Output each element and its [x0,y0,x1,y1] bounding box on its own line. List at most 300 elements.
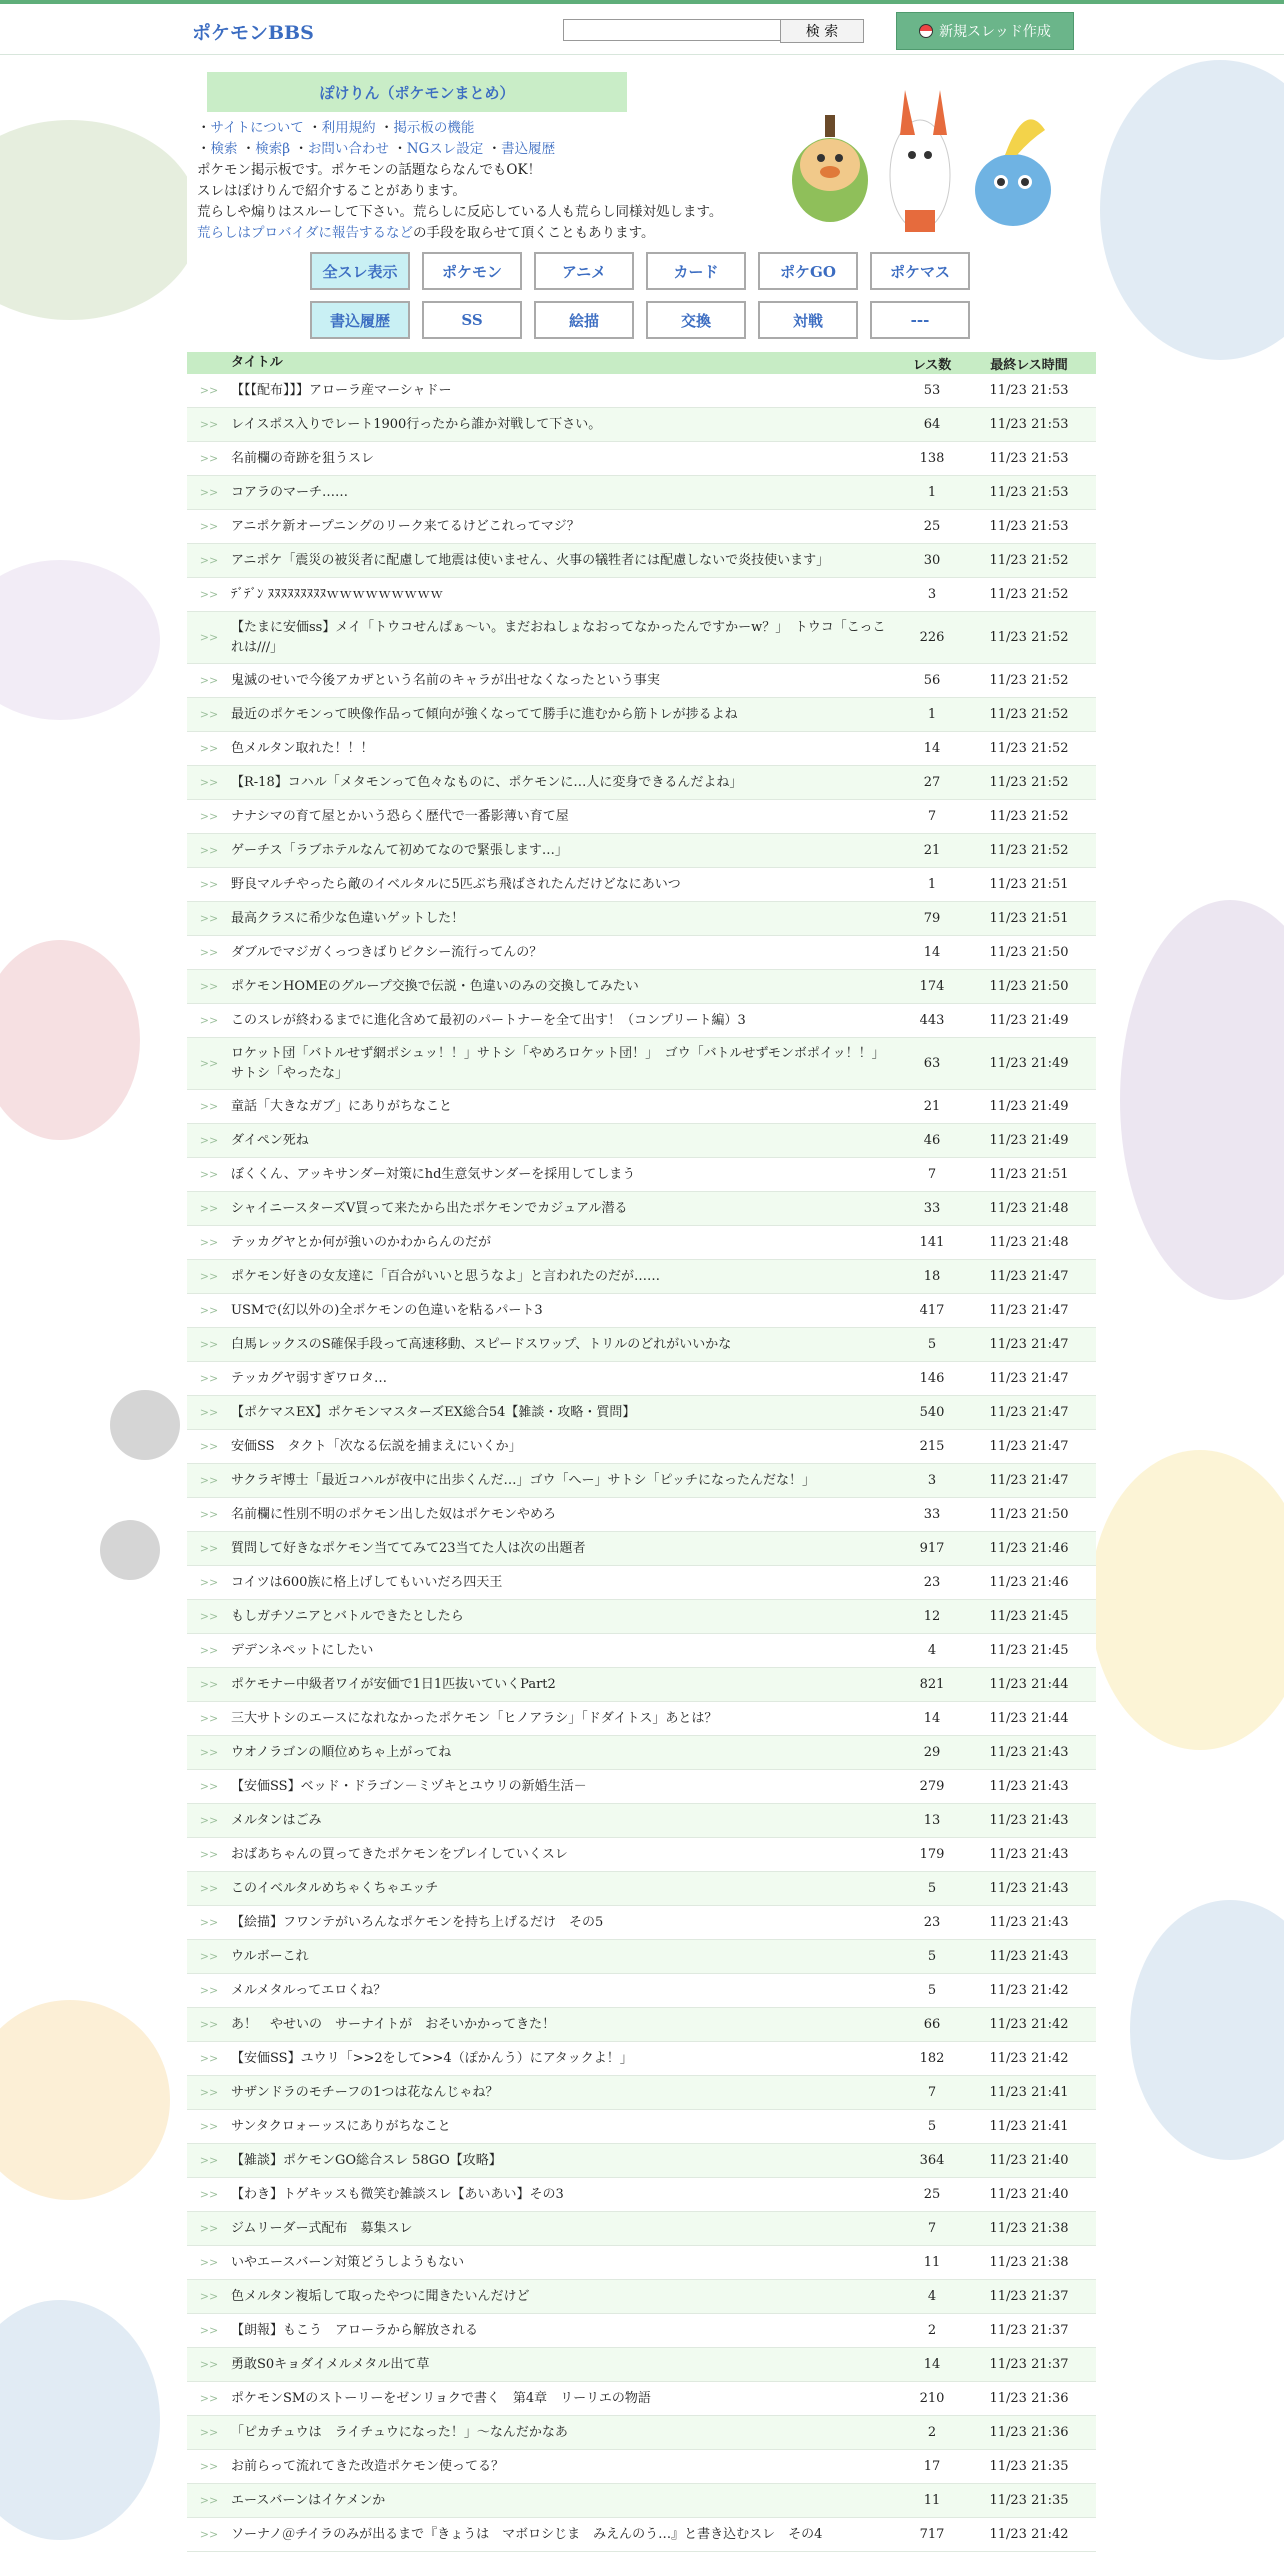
thread-title-link[interactable]: 「ピカチュウは ライチュウになった！」～なんだかなあ [231,2424,568,2440]
thread-title-link[interactable]: 鬼滅のせいで今後アカザという名前のキャラが出せなくなったという事実 [231,672,660,688]
last-reply-time: 11/23 21:48 [989,1235,1069,1250]
reply-count: 27 [923,775,941,790]
thread-title-link[interactable]: 【【【配布】】】アローラ産マーシャドー [231,382,452,398]
last-reply-time: 11/23 21:36 [989,2425,1069,2440]
table-row[interactable] [187,1566,1096,1600]
reply-count: 11 [923,2255,941,2270]
last-reply-time: 11/23 21:44 [989,1711,1069,1726]
row-mark: >> [199,631,219,644]
reply-count: 23 [923,1575,941,1590]
row-mark: >> [199,1134,219,1147]
table-row[interactable] [187,1736,1096,1770]
last-reply-time: 11/23 21:42 [989,2527,1069,2542]
last-reply-time: 11/23 21:52 [989,775,1069,790]
link-search[interactable]: 検索 [210,141,238,157]
nav-pokego[interactable]: ポケGO [758,252,858,290]
last-reply-time: 11/23 21:45 [989,1643,1069,1658]
last-reply-time: 11/23 21:41 [989,2119,1069,2134]
table-row[interactable] [187,2144,1096,2178]
table-row[interactable] [187,936,1096,970]
row-mark: >> [199,1270,219,1283]
thread-title-link[interactable]: 三大サトシのエースになれなかったポケモン「ヒノアラシ」「ドダイトス」あとは？ [231,1710,718,1726]
nav-pokemon[interactable]: ポケモン [422,252,522,290]
thread-title-link[interactable]: サクラギ博士「最近コハルが夜中に出歩くんだ…」ゴウ「へー」サトシ「ピッチになったんだな！」 [231,1472,815,1488]
link-ng-settings[interactable]: NGスレ設定 [406,141,484,157]
reply-count: 5 [927,1983,937,1998]
table-row[interactable] [187,1634,1096,1668]
reply-count: 11 [923,2493,941,2508]
links-line-1: ・サイトについて ・利用規約 ・掲示板の機能 [197,120,475,136]
reply-count: 4 [927,2289,937,2304]
nav-ss[interactable]: SS [422,301,522,339]
header-time: 最終レス時間 [990,357,1068,373]
table-row[interactable] [187,374,1096,408]
search-input[interactable] [563,19,783,41]
last-reply-time: 11/23 21:43 [989,1813,1069,1828]
thread-title-link[interactable]: いやエースバーン対策どうしようもない [231,2254,465,2270]
last-reply-time: 11/23 21:52 [989,843,1069,858]
row-mark: >> [199,1746,219,1759]
thread-title-link[interactable]: テッカグヤとか何が強いのかわからんのだが [231,1234,492,1250]
reply-count: 46 [923,1133,941,1148]
table-row[interactable] [187,1038,1096,1090]
table-row[interactable] [187,1668,1096,1702]
thread-title-link[interactable]: あ！ やせいの サーナイトが おそいかかってきた！ [231,2016,556,2032]
thread-title-link[interactable]: おばあちゃんの買ってきたポケモンをプレイしていくスレ [231,1846,568,1862]
thread-title-link[interactable]: 【ポケマスEX】ポケモンマスターズEX総合54【雑談・攻略・質問】 [231,1404,636,1420]
reply-count: 7 [927,2085,937,2100]
thread-title-link[interactable]: ポケモナー中級者ワイが安価で1日1匹抜いていくPart2 [231,1676,556,1692]
row-mark: >> [199,384,219,397]
reply-count: 182 [919,2051,945,2066]
row-mark: >> [199,2154,219,2167]
table-row[interactable] [187,2518,1096,2552]
last-reply-time: 11/23 21:52 [989,707,1069,722]
thread-title-link[interactable]: 色メルタン複垢して取ったやつに聞きたいんだけど [231,2288,530,2304]
last-reply-time: 11/23 21:49 [989,1013,1069,1028]
table-header [187,352,1096,374]
nav-card[interactable]: カード [646,252,746,290]
last-reply-time: 11/23 21:49 [989,1133,1069,1148]
last-reply-time: 11/23 21:51 [989,877,1069,892]
thread-title-link[interactable]: 名前欄に性別不明のポケモン出した奴はポケモンやめろ [231,1506,557,1522]
row-mark: >> [199,1712,219,1725]
row-mark: >> [199,1848,219,1861]
thread-title-link[interactable]: 【R-18】コハル「メタモンって色々なものに、ポケモンに…人に変身できるんだよね」 [231,774,743,790]
last-reply-time: 11/23 21:43 [989,1881,1069,1896]
reply-count: 179 [919,1847,945,1862]
table-row[interactable] [187,544,1096,578]
table-row[interactable] [187,1294,1096,1328]
reply-count: 12 [923,1609,941,1624]
row-mark: >> [199,1168,219,1181]
last-reply-time: 11/23 21:53 [989,383,1069,398]
table-row[interactable] [187,2178,1096,2212]
reply-count: 21 [923,843,941,858]
reply-count: 279 [919,1779,945,1794]
thread-title-link[interactable]: エースバーンはイケメンか [231,2492,386,2508]
thread-title-link[interactable]: ポケモンSMのストーリーをゼンリョクで書く 第4章 リーリエの物語 [231,2390,651,2406]
thread-title-link[interactable]: ロケット団「バトルせず網ポシュッ！！」サトシ「やめろロケット団！」 ゴウ「バトルせずモンボポイッ！！」サトシ「やったな」 [231,1045,885,1081]
row-mark: >> [199,946,219,959]
last-reply-time: 11/23 21:43 [989,1915,1069,1930]
link-search-beta[interactable]: 検索β [255,141,291,157]
thread-title-link[interactable]: 安価SS タクト「次なる伝説を捕まえにいくか」 [231,1438,522,1454]
last-reply-time: 11/23 21:47 [989,1269,1069,1284]
thread-title-link[interactable]: 白馬レックスのS確保手段って高速移動、スピードスワップ、トリルのどれがいいかな [231,1336,732,1352]
row-mark: >> [199,1406,219,1419]
table-row[interactable] [187,732,1096,766]
table-row[interactable] [187,1004,1096,1038]
last-reply-time: 11/23 21:53 [989,417,1069,432]
last-reply-time: 11/23 21:50 [989,979,1069,994]
table-row[interactable] [187,1600,1096,1634]
link-post-history[interactable]: 書込履歴 [501,141,556,157]
reply-count: 821 [919,1677,945,1692]
thread-title-link[interactable]: ダブルでマジガくっつきばりピクシー流行ってんの？ [231,944,543,960]
table-row[interactable] [187,1226,1096,1260]
nav-battle[interactable]: 対戦 [758,301,858,339]
thread-title-link[interactable]: サンタクロォーッスにありがちなこと [231,2118,451,2134]
table-row[interactable] [187,578,1096,612]
row-mark: >> [199,2222,219,2235]
table-row[interactable] [187,1804,1096,1838]
thread-title-link[interactable]: テッカグヤ弱すぎワロタ… [231,1370,388,1386]
reply-count: 146 [919,1371,945,1386]
reply-count: 14 [923,945,941,960]
row-mark: >> [199,810,219,823]
thread-title-link[interactable]: もしガチソニアとバトルできたとしたら [231,1608,464,1624]
link-contact[interactable]: お問い合わせ [307,141,389,157]
thread-list [187,374,1096,2552]
table-row[interactable] [187,1396,1096,1430]
last-reply-time: 11/23 21:40 [989,2187,1069,2202]
thread-title-link[interactable]: ぼくくん、アッキサンダー対策にhd生意気サンダーを採用してしまう [231,1166,636,1182]
table-row[interactable] [187,1464,1096,1498]
table-row[interactable] [187,2416,1096,2450]
table-row[interactable] [187,1872,1096,1906]
reply-count: 30 [923,553,941,568]
reply-count: 141 [919,1235,945,1250]
last-reply-time: 11/23 21:42 [989,2017,1069,2032]
thread-title-link[interactable]: シャイニースターズV買って来たから出たポケモンでカジュアル潜る [231,1200,628,1216]
table-row[interactable] [187,1770,1096,1804]
last-reply-time: 11/23 21:53 [989,485,1069,500]
table-row[interactable] [187,2348,1096,2382]
last-reply-time: 11/23 21:45 [989,1609,1069,1624]
link-report[interactable]: 荒らしはプロバイダに報告するなど [197,225,413,241]
row-mark: >> [199,2494,219,2507]
table-row[interactable] [187,2042,1096,2076]
reply-count: 364 [919,2153,945,2168]
reply-count: 18 [923,1269,941,1284]
header [0,4,1284,55]
thread-title-link[interactable]: アニポケ新オープニングのリーク来てるけどこれってマジ？ [231,518,580,534]
thread-title-link[interactable]: デデンネペットにしたい [231,1642,374,1658]
table-row[interactable] [187,664,1096,698]
main-container [187,60,1096,2568]
thread-title-link[interactable]: 【安価SS】ユウリ「>>2をして>>4（ぽかんう）にアタックよ！」 [231,2050,633,2066]
last-reply-time: 11/23 21:43 [989,1847,1069,1862]
nav-all-threads[interactable]: 全スレ表示 [310,252,410,290]
reply-count: 7 [927,809,937,824]
row-mark: >> [199,1610,219,1623]
row-mark: >> [199,674,219,687]
row-mark: >> [199,1814,219,1827]
reply-count: 226 [919,630,945,645]
row-mark: >> [199,2086,219,2099]
reply-count: 79 [923,911,941,926]
reply-count: 53 [923,383,941,398]
row-mark: >> [199,980,219,993]
reply-count: 4 [927,1643,937,1658]
description-4: 荒らしはプロバイダに報告するなどの手段を取らせて頂くこともあります。 [197,225,655,241]
row-mark: >> [199,2120,219,2133]
table-row[interactable] [187,2484,1096,2518]
last-reply-time: 11/23 21:49 [989,1056,1069,1071]
table-row[interactable] [187,834,1096,868]
table-row[interactable] [187,2382,1096,2416]
reply-count: 138 [919,451,945,466]
thread-title-link[interactable]: レイスポス入りでレート1900行ったから誰か対戦して下さい。 [231,416,602,432]
thread-title-link[interactable]: 野良マルチやったら敵のイベルタルに5匹ぶち飛ばされたんだけどなにあいつ [231,876,681,892]
table-row[interactable] [187,2280,1096,2314]
last-reply-time: 11/23 21:35 [989,2493,1069,2508]
thread-title-link[interactable]: 【たまに安価ss】メイ「トウコせんぱぁ～い。まだおねしょなおってなかったんですかーw？」 トウコ「こっこれは///」 [231,619,886,655]
row-mark: >> [199,554,219,567]
reply-count: 717 [919,2527,945,2542]
reply-count: 21 [923,1099,941,1114]
last-reply-time: 11/23 21:36 [989,2391,1069,2406]
table-row[interactable] [187,1362,1096,1396]
last-reply-time: 11/23 21:52 [989,741,1069,756]
reply-count: 63 [923,1056,941,1071]
thread-title-link[interactable]: ナナシマの育て屋とかいう恐らく歴代で一番影薄い育て屋 [231,808,569,824]
reply-count: 917 [919,1541,945,1556]
reply-count: 56 [923,673,941,688]
table-row[interactable] [187,1328,1096,1362]
last-reply-time: 11/23 21:46 [989,1575,1069,1590]
thread-title-link[interactable]: 名前欄の奇跡を狙うスレ [231,450,375,466]
table-row[interactable] [187,2246,1096,2280]
header-title: タイトル [231,355,283,370]
nav-other[interactable]: --- [870,301,970,339]
row-mark: >> [199,742,219,755]
thread-title-link[interactable]: ﾃﾞﾃﾞﾝ ﾇﾇﾇﾇﾇﾇﾇﾇﾇｗｗｗｗｗｗｗｗｗ [231,586,444,602]
nav-drawing[interactable]: 絵描 [534,301,634,339]
last-reply-time: 11/23 21:47 [989,1405,1069,1420]
table-row[interactable] [187,868,1096,902]
description-3: 荒らしや煽りはスルーして下さい。荒らしに反応している人も荒らし同様対処します。 [197,204,723,220]
thread-title-link[interactable]: サザンドラのモチーフの1つは花なんじゃね？ [231,2084,499,2100]
last-reply-time: 11/23 21:48 [989,1201,1069,1216]
new-thread-button[interactable] [896,12,1074,50]
last-reply-time: 11/23 21:52 [989,553,1069,568]
row-mark: >> [199,1644,219,1657]
last-reply-time: 11/23 21:43 [989,1949,1069,1964]
table-row[interactable] [187,2110,1096,2144]
table-row[interactable] [187,2450,1096,2484]
row-mark: >> [199,1984,219,1997]
last-reply-time: 11/23 21:47 [989,1303,1069,1318]
last-reply-time: 11/23 21:53 [989,519,1069,534]
site-title[interactable]: ぽけりん（ポケモンまとめ） [207,72,627,112]
reply-count: 1 [927,707,937,722]
reply-count: 66 [923,2017,941,2032]
thread-title-link[interactable]: メルメタルってエロくね？ [231,1982,387,1998]
reply-count: 2 [927,2323,937,2338]
table-row[interactable] [187,1090,1096,1124]
table-row[interactable] [187,800,1096,834]
thread-title-link[interactable]: 【雑談】ポケモンGO総合スレ 58GO【攻略】 [231,2152,502,2168]
table-row[interactable] [187,1158,1096,1192]
reply-count: 13 [923,1813,941,1828]
thread-title-link[interactable]: 童話「大きなガブ」にありがちなこと [231,1098,453,1114]
thread-title-link[interactable]: ゲーチス「ラブホテルなんて初めてなので緊張します…」 [231,842,568,858]
table-row[interactable] [187,1532,1096,1566]
thread-title-link[interactable]: ジムリーダー式配布 募集スレ [231,2220,413,2236]
nav-anime[interactable]: アニメ [534,252,634,290]
site-logo[interactable]: ポケモンBBS [192,22,314,44]
thread-title-link[interactable]: 質問して好きなポケモン当ててみて23当てた人は次の出題者 [231,1540,586,1556]
last-reply-time: 11/23 21:40 [989,2153,1069,2168]
table-row[interactable] [187,510,1096,544]
row-mark: >> [199,1057,219,1070]
table-row[interactable] [187,1498,1096,1532]
thread-title-link[interactable]: ウオノラゴンの順位めちゃ上がってね [231,1744,452,1760]
row-mark: >> [199,1950,219,1963]
row-mark: >> [199,2324,219,2337]
row-mark: >> [199,844,219,857]
table-row[interactable] [187,1974,1096,2008]
last-reply-time: 11/23 21:47 [989,1337,1069,1352]
thread-title-link[interactable]: ウルボーこれ [231,1948,309,1964]
thread-title-link[interactable]: コイツは600族に格上げしてもいいだろ四天王 [231,1574,503,1590]
thread-title-link[interactable]: 色メルタン取れた！！！ [231,740,374,756]
last-reply-time: 11/23 21:47 [989,1439,1069,1454]
last-reply-time: 11/23 21:51 [989,911,1069,926]
row-mark: >> [199,1236,219,1249]
table-row[interactable] [187,970,1096,1004]
reply-count: 7 [927,1167,937,1182]
row-mark: >> [199,1576,219,1589]
thread-title-link[interactable]: 【安価SS】ベッド・ドラゴン－ミヅキとユウリの新婚生活－ [231,1778,587,1794]
row-mark: >> [199,2528,219,2541]
search-button[interactable]: 検 索 [780,19,864,43]
thread-title-link[interactable]: このイベルタルめちゃくちゃエッチ [231,1880,439,1896]
last-reply-time: 11/23 21:37 [989,2323,1069,2338]
thread-title-link[interactable]: 【朗報】もこう アローラから解放される [231,2322,479,2338]
thread-title-link[interactable]: 【絵描】フワンテがいろんなポケモンを持ち上げるだけ その5 [231,1914,604,1930]
thread-title-link[interactable]: コアラのマーチ…… [231,484,349,500]
thread-title-link[interactable]: ポケモン好きの女友達に「百合がいいと思うなよ」と言われたのだが…… [231,1268,661,1284]
link-about[interactable]: サイトについて [210,120,304,136]
table-row[interactable] [187,1260,1096,1294]
thread-title-link[interactable]: アニポケ「震災の被災者に配慮して地震は使いません、火事の犠牲者には配慮しないで炎技使います」 [231,552,830,568]
reply-count: 1 [927,485,937,500]
table-row[interactable] [187,698,1096,732]
reply-count: 210 [919,2391,945,2406]
thread-title-link[interactable]: ダイペン死ね [231,1132,309,1148]
thread-title-link[interactable]: 【わき】トゲキッスも微笑む雑談スレ【あいあい】その3 [231,2186,564,2202]
table-row[interactable] [187,2212,1096,2246]
row-mark: >> [199,2290,219,2303]
table-row[interactable] [187,1430,1096,1464]
reply-count: 540 [919,1405,945,1420]
row-mark: >> [199,2188,219,2201]
link-terms[interactable]: 利用規約 [321,120,376,136]
row-mark: >> [199,1440,219,1453]
row-mark: >> [199,486,219,499]
table-row[interactable] [187,766,1096,800]
thread-title-link[interactable]: お前らって流れてきた改造ポケモン使ってる？ [231,2458,505,2474]
table-row[interactable] [187,1906,1096,1940]
row-mark: >> [199,418,219,431]
table-row[interactable] [187,1192,1096,1226]
row-mark: >> [199,1014,219,1027]
reply-count: 2 [927,2425,937,2440]
table-row[interactable] [187,2008,1096,2042]
last-reply-time: 11/23 21:52 [989,809,1069,824]
description-1: ポケモン掲示板です。ポケモンの話題ならなんでもOK！ [197,162,542,178]
last-reply-time: 11/23 21:50 [989,945,1069,960]
last-reply-time: 11/23 21:52 [989,630,1069,645]
row-mark: >> [199,1372,219,1385]
row-mark: >> [199,1542,219,1555]
row-mark: >> [199,2426,219,2439]
table-row[interactable] [187,408,1096,442]
last-reply-time: 11/23 21:52 [989,673,1069,688]
table-row[interactable] [187,442,1096,476]
table-row[interactable] [187,1124,1096,1158]
table-row[interactable] [187,2076,1096,2110]
nav-post-history[interactable]: 書込履歴 [310,301,410,339]
reply-count: 25 [923,519,941,534]
last-reply-time: 11/23 21:35 [989,2459,1069,2474]
table-row[interactable] [187,2314,1096,2348]
table-row[interactable] [187,1702,1096,1736]
last-reply-time: 11/23 21:44 [989,1677,1069,1692]
reply-count: 215 [919,1439,945,1454]
reply-count: 25 [923,2187,941,2202]
reply-count: 14 [923,2357,941,2372]
nav-pokemas[interactable]: ポケマス [870,252,970,290]
row-mark: >> [199,708,219,721]
table-row[interactable] [187,1838,1096,1872]
row-mark: >> [199,1916,219,1929]
nav-trade[interactable]: 交換 [646,301,746,339]
thread-title-link[interactable]: ソーナノ＠チイラのみが出るまで『きょうは マボロシじま みえんのう…』と書き込むスレ その4 [231,2526,823,2542]
thread-title-link[interactable]: 勇敢S0キョダイメルメタル出て草 [231,2356,430,2372]
thread-title-link[interactable]: ポケモンHOMEのグループ交換で伝説・色違いのみの交換してみたい [231,978,639,994]
thread-title-link[interactable]: 最高クラスに希少な色違いゲットした！ [231,910,465,926]
reply-count: 33 [923,1507,941,1522]
table-row[interactable] [187,612,1096,664]
table-row[interactable] [187,1940,1096,1974]
thread-title-link[interactable]: メルタンはごみ [231,1812,322,1828]
reply-count: 14 [923,741,941,756]
row-mark: >> [199,912,219,925]
thread-title-link[interactable]: USMで(幻以外の)全ポケモンの色違いを粘るパート3 [231,1302,543,1318]
reply-count: 17 [923,2459,941,2474]
reply-count: 5 [927,1949,937,1964]
table-row[interactable] [187,902,1096,936]
thread-title-link[interactable]: このスレが終わるまでに進化含めて最初のパートナーを全て出す！（コンプリート編）3 [231,1012,746,1028]
table-row[interactable] [187,476,1096,510]
thread-title-link[interactable]: 最近のポケモンって映像作品って傾向が強くなってて勝手に進むから筋トレが捗るよね [231,706,738,722]
link-features[interactable]: 掲示板の機能 [393,120,475,136]
last-reply-time: 11/23 21:42 [989,1983,1069,1998]
